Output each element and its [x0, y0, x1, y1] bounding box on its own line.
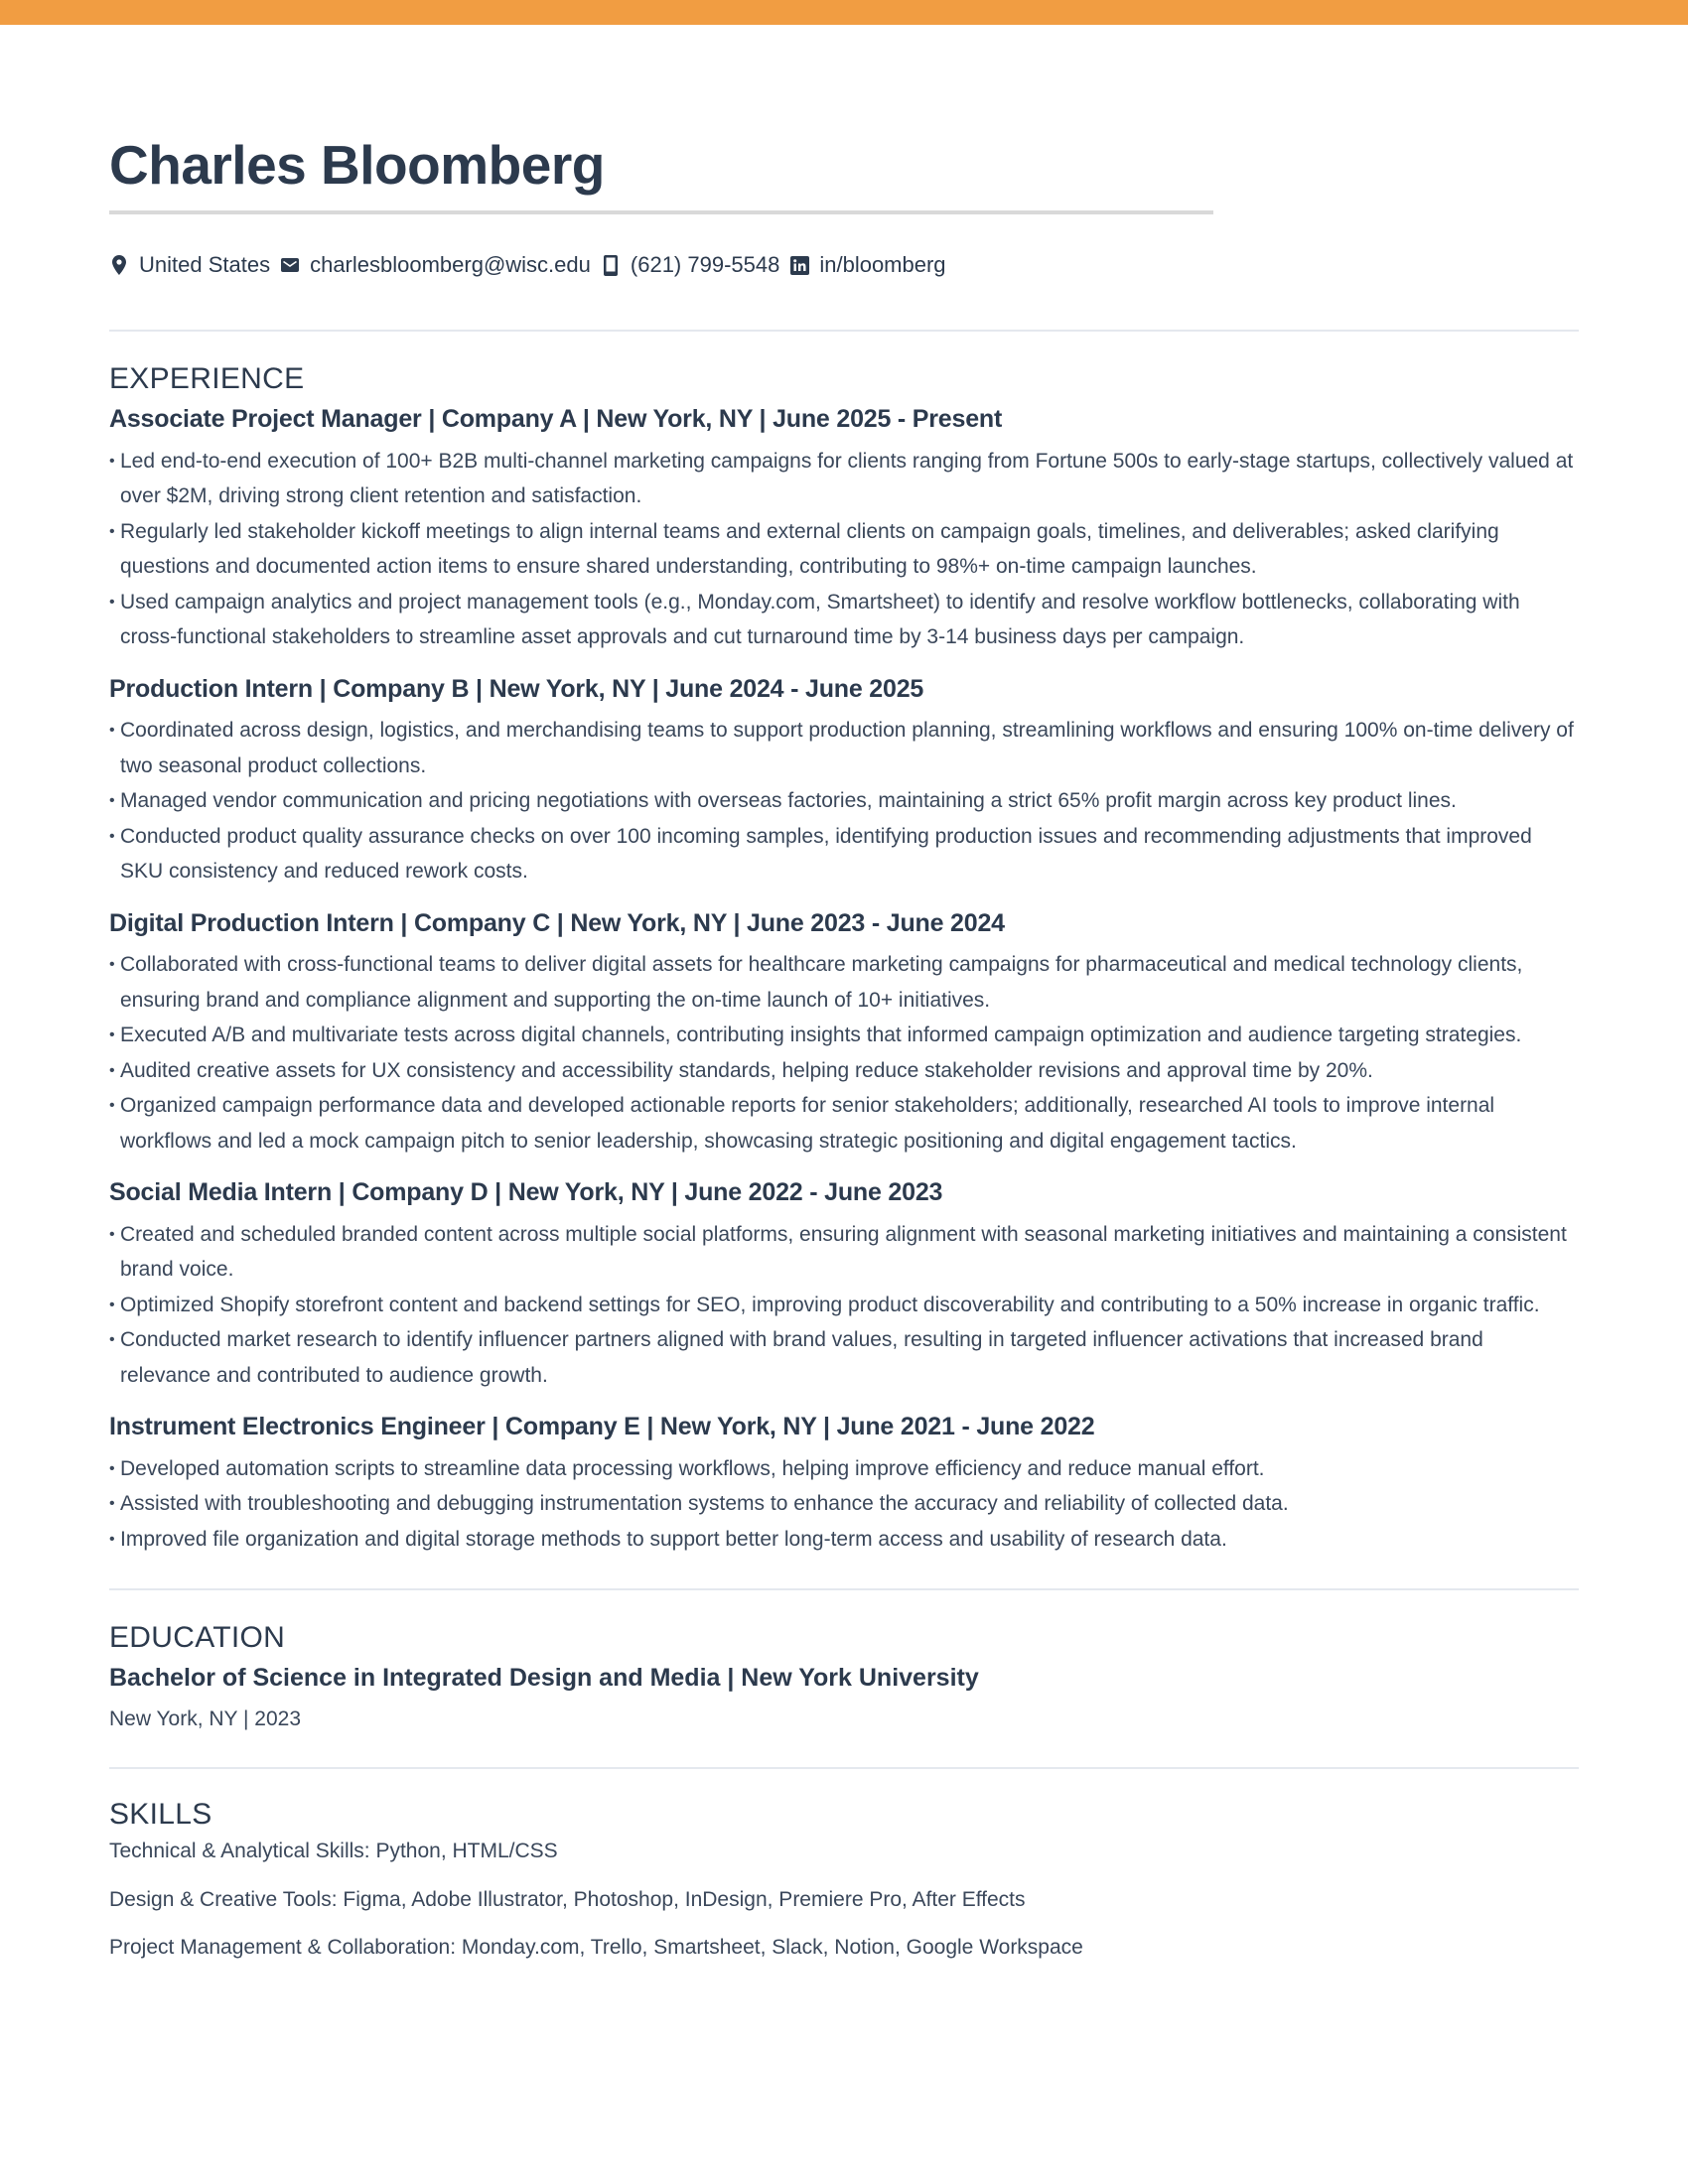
contact-linkedin[interactable] — [789, 252, 945, 278]
bullet-item: • Optimized Shopify storefront content and backend settings for SEO, improving product discoverability and contributing to a 50% increase in organic traffic. — [109, 1288, 1579, 1323]
linkedin-link[interactable]: in/bloomberg — [819, 252, 946, 278]
bullet-item: • Regularly led stakeholder kickoff meetings to align internal teams and external clients on campaign goals, timelines, and deliverables; asked clarifying questions and documented action items to ensure shared understanding, contributing to 98%+ on-time campaign launches. — [109, 514, 1579, 585]
experience-section — [109, 361, 1579, 1557]
bullet-item: • Conducted product quality assurance checks on over 100 incoming samples, identifying production issues and recommending adjustments that improved SKU consistency and reduced rework costs. — [109, 819, 1579, 889]
education-heading: EDUCATION — [109, 1621, 286, 1655]
job-entry — [109, 907, 1579, 1160]
job-heading: Production Intern | Company B | New York, NY | June 2024 - June 2025 — [109, 674, 924, 703]
job-bullets — [109, 947, 1579, 1159]
skill-line: Technical & Analytical Skills: Python, HTML/CSS — [109, 1840, 558, 1863]
accent-top-bar — [0, 0, 1688, 25]
contact-email[interactable] — [280, 252, 591, 278]
bullet-item: • Organized campaign performance data and developed actionable reports for senior stakeholders; additionally, researched AI tools to improve internal workflows and led a mock campaign pitch to senior leadership, showcasing strategic positioning and digital engagement tactics. — [109, 1088, 1579, 1159]
candidate-name: Charles Bloomberg — [109, 134, 605, 196]
bullet-item: • Conducted market research to identify influencer partners aligned with brand values, resulting in targeted influencer activations that increased brand relevance and contributed to audience growth. — [109, 1322, 1579, 1393]
job-heading: Digital Production Intern | Company C | New York, NY | June 2023 - June 2024 — [109, 908, 1005, 937]
bullet-item: • Executed A/B and multivariate tests across digital channels, contributing insights that informed campaign optimization and audience targeting strategies. — [109, 1018, 1579, 1053]
section-divider — [109, 330, 1579, 332]
bullet-item: • Improved file organization and digital storage methods to support better long-term access and usability of research data. — [109, 1522, 1579, 1558]
bullet-item: • Assisted with troubleshooting and debugging instrumentation systems to enhance the accuracy and reliability of collected data. — [109, 1486, 1579, 1522]
experience-heading: EXPERIENCE — [109, 362, 305, 396]
bullet-item: • Audited creative assets for UX consistency and accessibility standards, helping reduce stakeholder revisions and approval time by 20%. — [109, 1053, 1579, 1089]
bullet-item: • Coordinated across design, logistics, and merchandising teams to support production planning, streamlining workflows and ensuring 100% on-time delivery of two seasonal product collections. — [109, 713, 1579, 783]
contact-phone[interactable] — [601, 252, 779, 278]
location-pin-icon — [109, 254, 129, 276]
job-bullets — [109, 1451, 1579, 1558]
degree-title: Bachelor of Science in Integrated Design and Media | New York University — [109, 1664, 979, 1693]
job-entry — [109, 1176, 1579, 1393]
job-entry — [109, 673, 1579, 889]
linkedin-icon — [789, 254, 809, 276]
resume-page — [0, 134, 1688, 1962]
job-heading: Associate Project Manager | Company A | New York, NY | June 2025 - Present — [109, 405, 1003, 434]
job-heading: Instrument Electronics Engineer | Company E | New York, NY | June 2021 - June 2022 — [109, 1413, 1095, 1441]
education-location-year: New York, NY | 2023 — [109, 1706, 302, 1730]
bullet-item: • Managed vendor communication and pricing negotiations with overseas factories, maintaining a strict 65% profit margin across key product lines. — [109, 783, 1579, 819]
phone-link[interactable]: (621) 799-5548 — [630, 252, 780, 278]
job-heading: Social Media Intern | Company D | New York, NY | June 2022 - June 2023 — [109, 1178, 943, 1207]
bullet-item: • Collaborated with cross-functional teams to deliver digital assets for healthcare marketing campaigns for pharmaceutical and medical technology clients, ensuring brand and compliance alignment and supporting the on-time launch of 10+ initiatives. — [109, 947, 1579, 1018]
skill-line: Design & Creative Tools: Figma, Adobe Illustrator, Photoshop, InDesign, Premiere Pro, After Effects — [109, 1887, 1026, 1911]
job-bullets — [109, 713, 1579, 889]
envelope-icon — [280, 254, 300, 276]
bullet-item: • Used campaign analytics and project management tools (e.g., Monday.com, Smartsheet) to identify and resolve workflow bottlenecks, collaborating with cross-functional stakeholders to streamline asset approvals and cut turnaround time by 3-14 business days per campaign. — [109, 585, 1579, 655]
section-divider — [109, 1767, 1579, 1769]
job-bullets — [109, 1217, 1579, 1394]
email-link[interactable]: charlesbloomberg@wisc.edu — [310, 252, 591, 278]
skills-heading: SKILLS — [109, 1798, 212, 1832]
skills-section — [109, 1797, 1579, 1962]
location-text: United States — [139, 252, 271, 278]
skill-line: Project Management & Collaboration: Monday.com, Trello, Smartsheet, Slack, Notion, Google Workspace — [109, 1935, 1083, 1959]
bullet-item: • Created and scheduled branded content across multiple social platforms, ensuring alignment with seasonal marketing initiatives and maintaining a consistent brand voice. — [109, 1217, 1579, 1288]
section-divider — [109, 1588, 1579, 1590]
name-underline — [109, 210, 1213, 214]
bullet-item: • Led end-to-end execution of 100+ B2B multi-channel marketing campaigns for clients ranging from Fortune 500s to early-stage startups, collectively valued at over $2M, driving strong client retention and satisfaction. — [109, 444, 1579, 514]
contact-location — [109, 252, 270, 278]
education-section — [109, 1620, 1579, 1733]
job-entry — [109, 403, 1579, 655]
job-bullets — [109, 444, 1579, 655]
job-entry — [109, 1411, 1579, 1557]
bullet-item: • Developed automation scripts to streamline data processing workflows, helping improve efficiency and reduce manual effort. — [109, 1451, 1579, 1487]
contact-row — [109, 250, 1579, 280]
mobile-phone-icon — [601, 254, 621, 276]
